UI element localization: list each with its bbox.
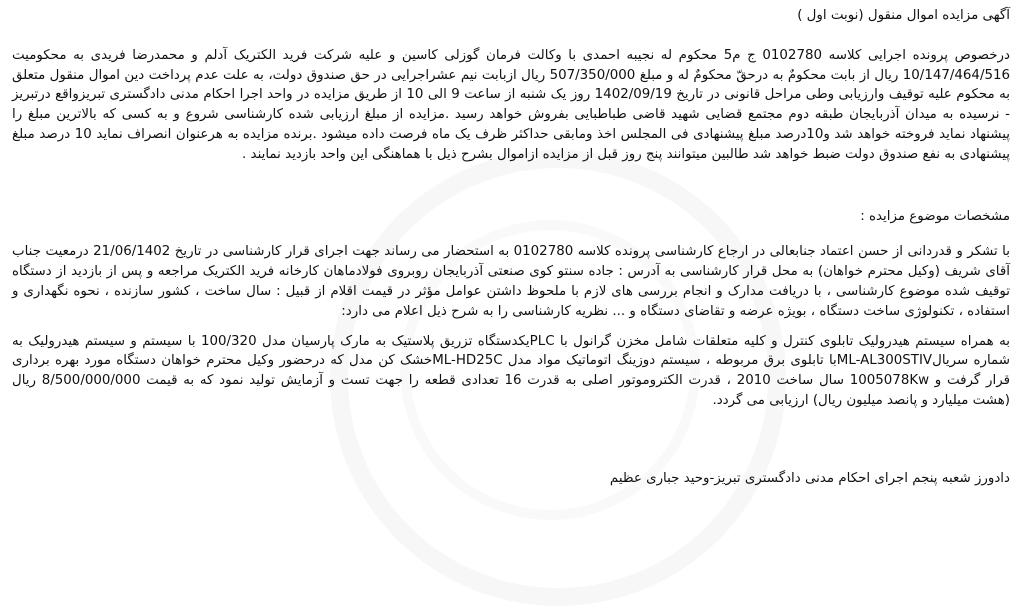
auction-notice	[8, 6, 1016, 489]
expert-opinion-paragraph: با تشکر و قدردانی از حسن اعتماد جنابعالی در ارجاع کارشناسی پرونده کلاسه 0102780 به استحضار می رساند جهت اجرای قرار کارشناسی در تاریخ 21/06/1402 درمعیت جناب آقای شریف (وکیل محترم خواهان) به محل قرار کارشناسی به آدرس : جاده سنتو کوی صنعتی آذربایجان روبروی فولادماهان کارخانه فرید الکتریک مراجعه و پس از بازدید از دستگاه توقیف شده موضوع کارشناسی ، با دریافت مدارک و انجام بررسی های لازم با ملحوظ داشتن عوامل مؤثر در قیمت اقلام از قبیل : سال ساخت ، کشور سازنده ، نحوه نگهداری و استفاده ، تکنولوژی ساخت دستگاه ، بویژه عرضه و تقاضای دستگاه و ... نظریه کارشناسی را به شرح ذیل اعلام می دارد:	[12, 244, 1010, 319]
notice-paragraph-main: درخصوص پرونده اجرایی کلاسه 0102780 ج م5 محکوم له نجیبه احمدی با وکالت فرمان گوزلی کاسین و علیه شرکت فرید الکتریک آدلم و محمدرضا فریدی به محکومیت 10/147/464/516 ریال از بابت محکومٌ به درحقّ محکومٌ له و مبلغ 507/350/000 ریال ازبابت نیم عشراجرایی در حق صندوق دولت، به علت عدم پرداخت دین اموال منقول متعلق به محکوم علیه توقیف وارزیابی وطی مراحل قانونی در تاریخ 1402/09/19 روز یک شنبه از ساعت 9 الی 10 از طریق مزایده در واحد اجرا احکام مدنی دادگستری تبریزواقع درتبریز - نرسیده به میدان آذربایجان طبقه دوم مجتمع قضایی شهید قاضی طباطبایی بفروش خواهد رسید .مزایده از مبلغ ارزیابی شده کارشناسی شروع و به کسی که بالاترین مبلغ را پیشنهاد نماید فروخته خواهد شد و10درصد مبلغ پیشنهادی فی المجلس اخذ ومابقی حداکثر ظرف یک ماه فرصت داده میشود .برنده مزایده به هرعنوان انصراف نماید 10 درصد مبلغ پیشنهادی به نفع صندوق دولت ضبط خواهد شد طالبین میتوانند پنج روز قبل از مزایده ازاموال بشرح ذیل با هماهنگی این واحد بازدید نمایند .	[12, 47, 1011, 162]
auction-subject-heading: مشخصات موضوع مزایده :	[860, 208, 1010, 224]
equipment-description-paragraph: به همراه سیستم هیدرولیک تابلوی کنترل و کلیه متعلقات شامل مخزن گرانول با PLCیکدستگاه تزریق پلاستیک به مارک پارسیان مدل 100/320 با سیستم و سیستم هیدرولیک به شماره سریالML-AL300STIVبا تابلوی برق مربوطه ، سیستم دوزینگ اتوماتیک مواد مدل ML-HD25Cخشک کن مدل که درحضور وکیل محترم خواهان دستگاه مورد بهره برداری قرار گرفت و 1005078Kw سال ساخت 2010 ، قدرت الکتروموتور اصلی به قدرت 16 تعدادی قطعه را جهت تست و آزمایش تولید نمود که به قیمت 8/500/000/000 ریال (هشت میلیارد و پانصد میلیون ریال) ارزیابی می گردد.	[12, 333, 1010, 408]
signature-line: دادورز شعبه پنجم اجرای احکام مدنی دادگستری تبریز-وحید جباری عظیم	[609, 470, 1010, 486]
notice-title: آگهی مزایده اموال منقول (نوبت اول )	[797, 8, 1010, 23]
